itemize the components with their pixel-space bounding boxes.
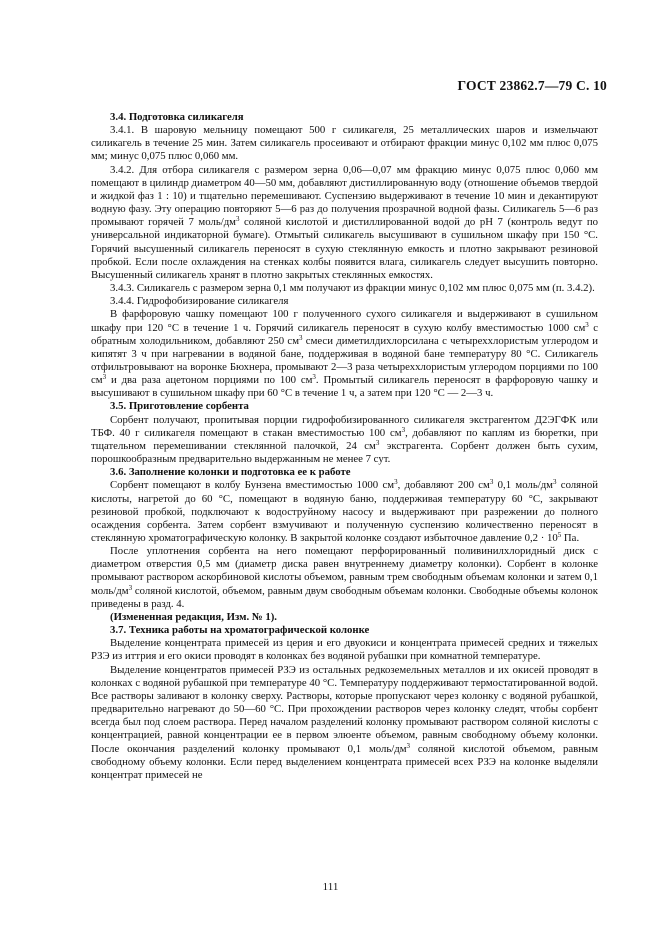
document-body (91, 111, 598, 782)
section-heading: 3.6. Заполнение колонки и подготовка ее к работе (110, 466, 351, 479)
paragraph: Сорбент помещают в колбу Бунзена вместимостью 1000 $см^3$, добавляют 200 $см^3$ 0,1 моль/$дм^3$ соляной кислоты, нагретой до 60 °С, помещают в водяную баню, поддерживая температуру 60 °С, закрывают резиновой пробкой, подключают к водоструйному насосу и выдерживают при разрежении до полного осаждения сорбента. Затем сорбент взмучивают и полученную суспензию количественно переносят в стеклянную хроматографическую колонку. В закрытой колонке создают избыточное давление $0,2 \cdot 10^5$ Па. (91, 478, 598, 544)
page-number: 111 (322, 881, 339, 893)
section-heading: 3.4. Подготовка силикагеля (110, 111, 244, 123)
section-heading: 3.7. Техника работы на хроматографической колонке (110, 624, 370, 637)
paragraph: Выделение концентратов примесей РЗЭ из остальных редкоземельных металлов и их окисей проводят в колонках с водяной рубашкой при температуре 40 °С. Температуру поддерживают термостатированной водой. Все растворы заливают в колонку сверху. Растворы, которые пропускают через колонку с водяной рубашкой, предварительно нагревают до 50—60 °С. При прохождении растворов через колонку следят, чтобы сорбент всегда был под слоем раствора. Перед началом разделений колонку промывают раствором соляной кислоты с концентрацией, равной концентрации ее в первом элюенте объемом, равным свободному объему колонки. После окончания разделений колонку промывают 0,1 моль/$дм^3$ соляной кислотой объемом, равным свободному объему колонки. Если перед выделением концентрата примесей всех РЗЭ на колонке выделяли концентрат примесей не (91, 663, 598, 781)
page-header: ГОСТ 23862.7—79 С. 10 (457, 78, 607, 93)
paragraph: 3.4.4. Гидрофобизирование силикагеля (110, 295, 289, 308)
amendment-note: (Измененная редакция, Изм. № 1). (110, 610, 277, 623)
paragraph: Сорбент получают, пропитывая порции гидрофобизированного силикагеля экстрагентом Д2ЭГФК или ТБФ. 40 г силикагеля помещают в стакан вместимостью 100 $см^3$, добавляют по каплям из бюретки, при тщательном перемешивании стеклянной палочкой, 24 $см^3$ экстрагента. Сорбент должен быть сухим, порошкообразным предварительно выдержанным не менее 7 сут. (91, 413, 598, 466)
paragraph: 3.4.1. В шаровую мельницу помещают 500 г силикагеля, 25 металлических шаров и измельчают силикагель в течение 25 мин. Затем силикагель просеивают и отбирают фракции минус 0,102 мм плюс 0,075 мм; минус 0,075 плюс 0,060 мм. (91, 124, 598, 163)
paragraph: 3.4.3. Силикагель с размером зерна 0,1 мм получают из фракции минус 0,102 мм плюс 0,075 мм (п. 3.4.2). (110, 282, 595, 295)
paragraph: После уплотнения сорбента на него помещают перфорированный поливинилхлоридный диск с диаметром отверстия 0,5 мм (диаметр диска равен внутреннему диаметру колонки). Сорбент в колонке промывают раствором аскорбиновой кислоты объемом, равным трем свободным объемам колонки и затем 0,1 моль/$дм^3$ соляной кислотой, объемом, равным двум свободным объемам колонки. Свободные объемы колонок приведены в разд. 4. (91, 545, 598, 610)
paragraph: 3.4.2. Для отбора силикагеля с размером зерна 0,06—0,07 мм фракцию минус 0,075 плюс 0,060 мм помещают в цилиндр диаметром 40—50 мм, добавляют дистиллированную воду (отношение объемов твердой и жидкой фаз 1 : 10) и тщательно перемешивают. Суспензию выдерживают в течение 10 мин и декантируют водную фазу. Эту операцию повторяют 5—6 раз до получения прозрачной водной фазы. Силикагель 5—6 раз промывают горячей 7 моль/$дм^3$ соляной кислотой и дистиллированной водой до pH 7 (контроль ведут по универсальной индикаторной бумаге). Отмытый силикагель высушивают в сушильном шкафу при 150 °С. Горячий высушенный силикагель переносят в сухую стеклянную емкость и плотно закрывают резиновой пробкой. Если после охлаждения на стенках колбы появится влага, силикагель следует высушить повторно. Высушенный силикагель хранят в плотно закрытых стеклянных емкостях. (91, 163, 598, 281)
section-heading: 3.5. Приготовление сорбента (110, 400, 249, 413)
paragraph: В фарфоровую чашку помещают 100 г полученного сухого силикагеля и выдерживают в сушильном шкафу при 120 °С в течение 1 ч. Горячий силикагель переносят в сухую колбу вместимостью 1000 $см^3$ с обратным холодильником, добавляют 250 $см^3$ смеси диметилдихлорсилана с четыреххлористым углеродом и кипятят 3 ч при нагревании в водяной бане, поддерживая в водяной бане температуру 80 °С. Силикагель отфильтровывают на воронке Бюхнера, промывают 2—3 раза четыреххлористым углеродом порциями по 100 $см^3$ и два раза ацетоном порциями по 100 $см^3$. Промытый силикагель переносят в фарфоровую чашку и высушивают в сушильном шкафу при 60 °С в течение 1 ч, а затем при 120 °С — 2—3 ч. (91, 308, 598, 400)
paragraph: Выделение концентрата примесей из церия и его двуокиси и концентрата примесей средних и тяжелых РЗЭ из иттрия и его окиси проводят в колонках без водяной рубашки при комнатной температуре. (91, 637, 598, 663)
